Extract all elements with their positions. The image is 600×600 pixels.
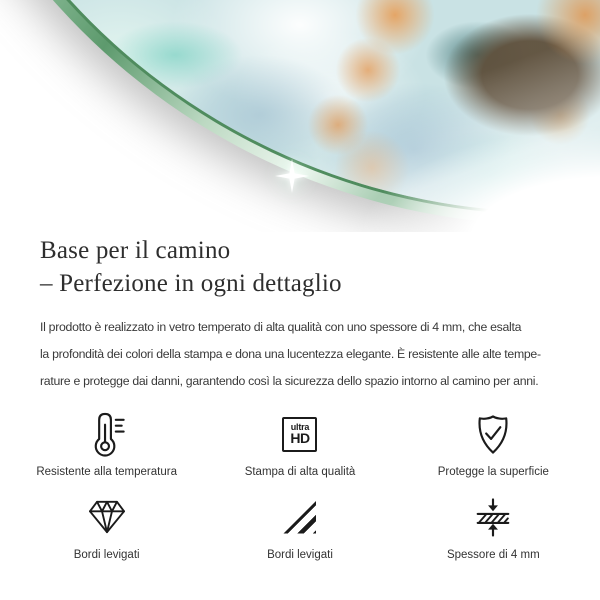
title-line-1: Base per il camino (40, 237, 231, 264)
description-line: Il prodotto è realizzato in vetro temperato di alta qualità con uno spessore di 4 mm, che esalta (40, 320, 522, 334)
feature-label: Bordi levigati (267, 549, 333, 561)
feature-polished-edges (203, 494, 396, 561)
ultra-hd-text-top: ultra (290, 422, 310, 432)
feature-surface-protection (397, 411, 590, 478)
thickness-arrows-icon (475, 497, 511, 538)
sparkle-icon (274, 158, 310, 194)
photo-white-fade (0, 0, 600, 232)
product-photo (0, 0, 600, 232)
features-grid (10, 411, 590, 561)
feature-label: Bordi levigati (73, 549, 140, 561)
diamond-icon (87, 499, 127, 535)
feature-label: Resistente alla temperatura (36, 466, 177, 478)
feature-label: Protegge la superficie (437, 466, 549, 478)
ultra-hd-text-bottom: HD (290, 430, 310, 446)
product-info-section (0, 234, 600, 561)
polished-edge-icon (283, 501, 316, 534)
title-line-2: – Perfezione in ogni dettaglio (40, 270, 342, 297)
page-title (40, 234, 560, 300)
feature-temperature (10, 411, 203, 478)
shield-check-icon (473, 413, 513, 456)
description-line: rature e protegge dai danni, garantendo così la sicurezza dello spazio intorno al camino per anni. (40, 374, 539, 388)
ultra-hd-icon (282, 417, 317, 452)
feature-thickness (397, 494, 590, 561)
product-description (40, 314, 560, 395)
description-line: la profondità dei colori della stampa e dona una lucentezza elegante. È resistente alle alte tempe- (40, 347, 541, 361)
feature-label: Stampa di alta qualità (244, 466, 356, 478)
feature-print-quality (203, 411, 396, 478)
feature-tempered-glass (10, 494, 203, 561)
feature-label: Spessore di 4 mm (446, 549, 540, 561)
thermometer-icon (88, 412, 126, 457)
